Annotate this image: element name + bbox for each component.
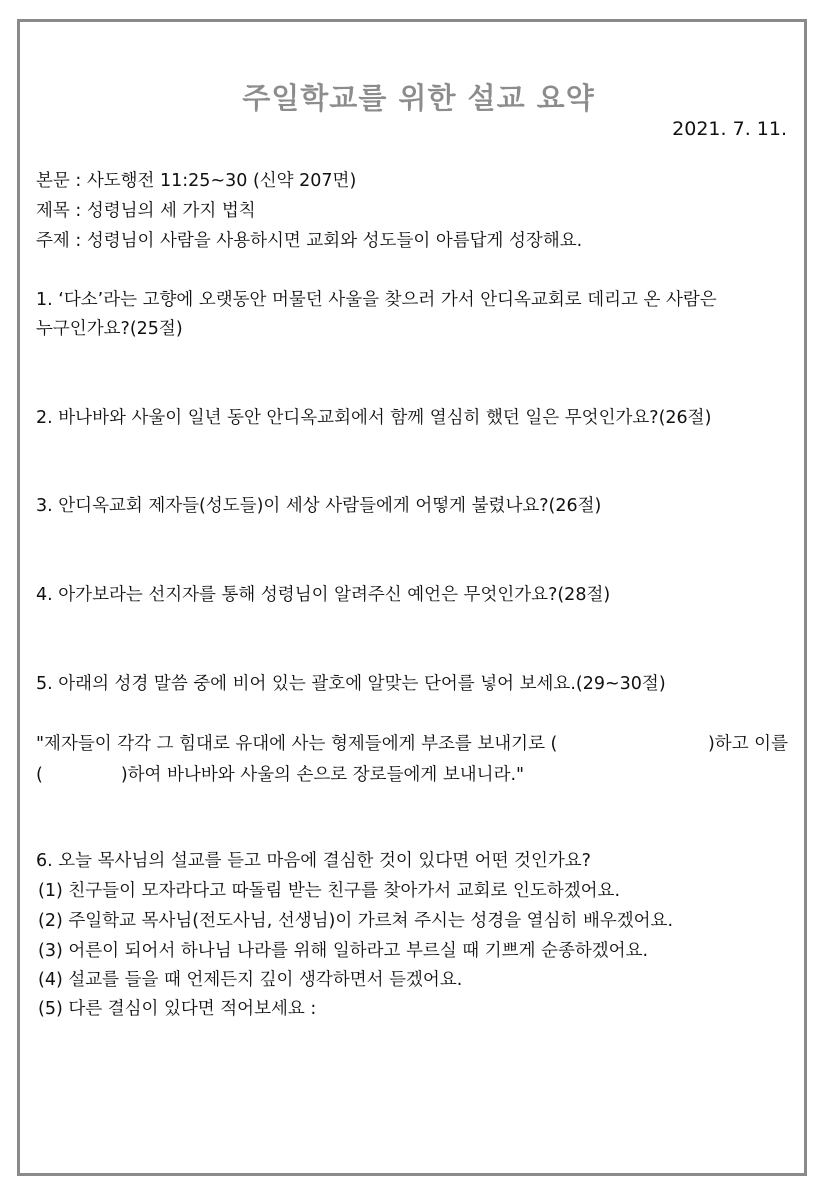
question-4: 4. 아가보라는 선지자를 통해 성령님이 알려주신 예언은 무엇인가요?(28절) (36, 585, 611, 605)
bible-quote-part-1: "제자들이 각각 그 힘대로 유대에 사는 형제들에게 부조를 보내기로 ( (36, 734, 558, 754)
worksheet-date: 2021. 7. 11. (672, 118, 787, 140)
question-2: 2. 바나바와 사울이 일년 동안 안디옥교회에서 함께 열심히 했던 일은 무엇인가요?(26절) (36, 408, 712, 428)
bible-quote-line-1 (36, 732, 788, 756)
question-6-option-3: (3) 어른이 되어서 하나님 나라를 위해 일하라고 부르실 때 기쁘게 순종하겠어요. (38, 941, 649, 961)
sermon-theme: 주제 : 성령님이 사람을 사용하시면 교회와 성도들이 아름답게 성장해요. (36, 231, 583, 251)
question-5: 5. 아래의 성경 말씀 중에 비어 있는 괄호에 알맞는 단어를 넣어 보세요.(29~30절) (36, 674, 666, 694)
worksheet-title: 주일학교를 위한 설교 요약 (242, 81, 595, 115)
question-6-option-4: (4) 설교를 들을 때 언제든지 깊이 생각하면서 듣겠어요. (38, 970, 463, 990)
bible-quote-part-4: )하여 바나바와 사울의 손으로 장로들에게 보내니라." (120, 765, 525, 785)
sermon-title: 제목 : 성령님의 세 가지 법칙 (36, 201, 256, 221)
question-6-option-1: (1) 친구들이 모자라다고 따돌림 받는 친구를 찾아가서 교회로 인도하겠어요. (38, 881, 621, 901)
bible-quote-part-3: ( (36, 765, 43, 785)
question-6-option-2: (2) 주일학교 목사님(전도사님, 선생님)이 가르쳐 주시는 성경을 열심히 배우겠어요. (38, 911, 674, 931)
question-1-line-2: 누구인가요?(25절) (36, 319, 183, 339)
blank-answer-1[interactable] (593, 732, 673, 756)
question-3: 3. 안디옥교회 제자들(성도들)이 세상 사람들에게 어떻게 불렸나요?(26절) (36, 496, 602, 516)
question-6-option-5: (5) 다른 결심이 있다면 적어보세요 : (38, 999, 317, 1019)
question-6: 6. 오늘 목사님의 설교를 듣고 마음에 결심한 것이 있다면 어떤 것인가요? (36, 851, 591, 871)
scripture-reference: 본문 : 사도행전 11:25~30 (신약 207면) (36, 171, 357, 191)
bible-quote-part-2: )하고 이를 (707, 734, 788, 754)
bible-quote-line-2 (36, 763, 524, 787)
question-1-line-1: 1. ‘다소’라는 고향에 오랫동안 머물던 사울을 찾으러 가서 안디옥교회로 데리고 온 사람은 (36, 290, 717, 310)
